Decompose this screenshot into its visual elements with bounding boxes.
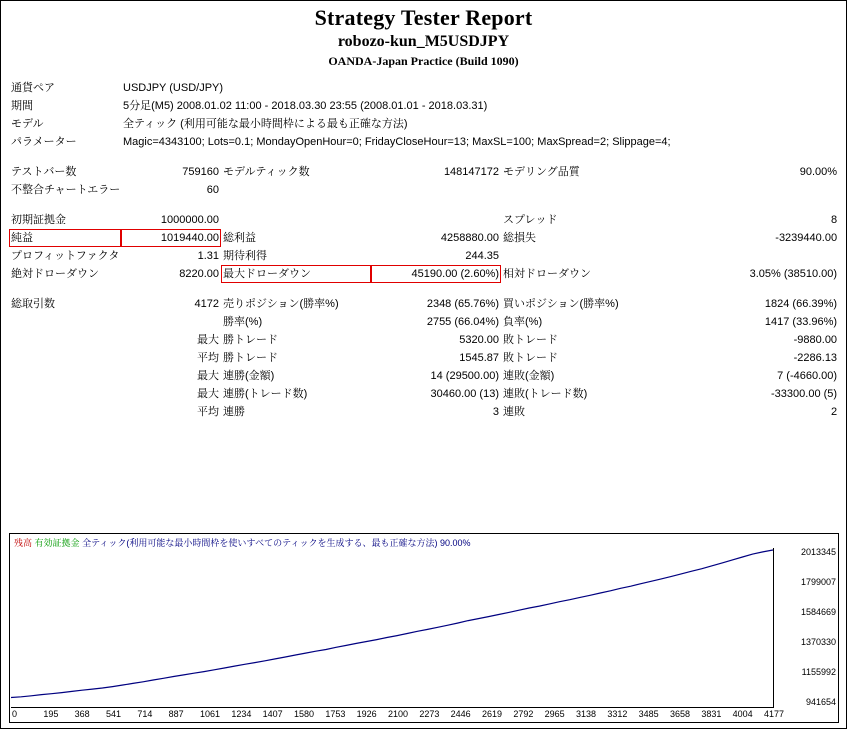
chart-x-tick: 3485: [638, 709, 659, 719]
average-loss-trade-value: -2286.13: [793, 352, 838, 364]
chart-x-tick: 4177: [764, 709, 785, 719]
modeling-quality-label: モデリング品質: [503, 166, 580, 178]
chart-x-tick: 541: [106, 709, 122, 719]
initial-deposit-value: 1000000.00: [160, 214, 219, 226]
table-row: [9, 385, 839, 403]
average-consecutive-losses-label: 連敗: [503, 406, 525, 418]
chart-x-tick: 3312: [607, 709, 628, 719]
chart-x-tick: 2619: [482, 709, 503, 719]
maximal-drawdown-value: 45190.00 (2.60%): [371, 265, 501, 283]
largest-loss-trade-label: 敗トレード: [503, 334, 558, 346]
chart-x-tick: 1407: [262, 709, 283, 719]
average-profit-trade-value: 1545.87: [459, 352, 499, 364]
average-consecutive-wins-value: 3: [492, 406, 499, 418]
chart-x-tick: 368: [74, 709, 90, 719]
table-row: [9, 331, 839, 349]
report-subtitle: robozo-kun_M5USDJPY: [337, 33, 510, 50]
total-trades-value: 4172: [194, 298, 219, 310]
loss-trades-label: 負率(%): [503, 316, 543, 328]
report-header: [1, 1, 846, 69]
maximal-drawdown-label: 最大ドローダウン: [221, 265, 371, 283]
largest-profit-trade-value: 5320.00: [459, 334, 499, 346]
legend-note: 全ティック(利用可能な最小時間枠を使いすべてのティックを生成する、最も正確な方法): [82, 538, 438, 548]
legend-equity: 有効証拠金: [34, 538, 80, 548]
average-loss-trade-label: 敗トレード: [503, 352, 558, 364]
largest-profit-trade-label: 勝トレード: [223, 334, 278, 346]
loss-trades-value: 1417 (33.96%): [764, 316, 838, 328]
relative-drawdown-label: 相対ドローダウン: [503, 268, 591, 280]
max-consecutive-losses-value: 7 (-4660.00): [777, 370, 838, 382]
chart-x-tick: 2965: [544, 709, 565, 719]
largest-label: 最大: [197, 334, 219, 346]
parameters-value: Magic=4343100; Lots=0.1; MondayOpenHour=0; FridayCloseHour=13; MaxSL=100; MaxSpread=2; Slippage=4;: [123, 136, 671, 148]
table-row: [9, 295, 839, 313]
chart-y-tick: 1584669: [800, 607, 836, 617]
chart-y-tick: 941654: [805, 697, 836, 707]
table-row: [9, 181, 839, 199]
chart-y-tick: 1799007: [800, 577, 836, 587]
modeling-quality-value: 90.00%: [799, 166, 838, 178]
max-consecutive-wins-label: 連勝(金額): [223, 370, 275, 382]
chart-x-tick: 0: [12, 709, 18, 719]
symbol-label: 通貨ペア: [11, 82, 55, 94]
table-row: [9, 163, 839, 181]
chart-x-tick: 3138: [576, 709, 597, 719]
table-row: [9, 97, 839, 115]
profit-trades-value: 2755 (66.04%): [426, 316, 499, 328]
max-consecutive-profit-label: 連勝(トレード数): [223, 388, 308, 400]
chart-x-tick: 1061: [200, 709, 221, 719]
average-profit-trade-label: 勝トレード: [223, 352, 278, 364]
chart-x-tick: 714: [137, 709, 153, 719]
profit-trades-label: 勝率(%): [223, 316, 263, 328]
profit-factor-label: プロフィットファクタ: [11, 250, 120, 262]
gross-profit-value: 4258880.00: [440, 232, 499, 244]
net-profit-value: 1019440.00: [121, 229, 221, 247]
table-row: [9, 79, 839, 97]
short-positions-label: 売りポジション(勝率%): [223, 298, 339, 310]
chart-x-tick: 2446: [450, 709, 471, 719]
table-row: [9, 115, 839, 133]
short-positions-value: 2348 (65.76%): [426, 298, 499, 310]
chart-y-axis-labels: [774, 548, 836, 710]
absolute-drawdown-value: 8220.00: [179, 268, 219, 280]
chart-x-tick: 1753: [325, 709, 346, 719]
average-consecutive-losses-value: 2: [830, 406, 838, 418]
model-ticks-value: 148147172: [443, 166, 499, 178]
expected-payoff-value: 244.35: [465, 250, 499, 262]
report-build-info: OANDA-Japan Practice (Build 1090): [328, 54, 519, 68]
chart-x-tick: 195: [43, 709, 59, 719]
max-consecutive-wins-value: 14 (29500.00): [430, 370, 499, 382]
net-profit-label: 純益: [9, 229, 121, 247]
table-row: [9, 229, 839, 247]
report-table: [9, 79, 839, 421]
chart-x-axis-labels: [10, 707, 838, 721]
table-row: [9, 265, 839, 283]
chart-x-tick: 1926: [356, 709, 377, 719]
table-row: [9, 367, 839, 385]
max-consecutive-label: 最大: [197, 370, 219, 382]
table-row: [9, 349, 839, 367]
model-ticks-label: モデルティック数: [223, 166, 310, 178]
page-title: Strategy Tester Report: [314, 5, 533, 30]
mismatched-errors-label: 不整合チャートエラー: [11, 184, 121, 196]
max-consecutive-losses-label: 連敗(金額): [503, 370, 555, 382]
chart-x-tick: 2100: [388, 709, 409, 719]
initial-deposit-label: 初期証拠金: [11, 214, 66, 226]
gross-profit-label: 総利益: [223, 232, 256, 244]
table-row: [9, 133, 839, 151]
long-positions-value: 1824 (66.39%): [764, 298, 838, 310]
average-label: 平均: [197, 352, 219, 364]
model-value: 全ティック (利用可能な最小時間枠による最も正確な方法): [123, 118, 408, 130]
expected-payoff-label: 期待利得: [223, 250, 267, 262]
symbol-value: USDJPY (USD/JPY): [123, 82, 224, 94]
legend-balance: 残高: [14, 538, 33, 548]
chart-x-tick: 4004: [732, 709, 753, 719]
relative-drawdown-value: 3.05% (38510.00): [749, 268, 838, 280]
max-consecutive-loss-amount-label: 連敗(トレード数): [503, 388, 588, 400]
chart-x-tick: 2792: [513, 709, 534, 719]
total-trades-label: 総取引数: [11, 298, 55, 310]
test-bars-label: テストバー数: [11, 166, 77, 178]
balance-chart: [9, 533, 839, 723]
legend-quality: 90.00%: [439, 538, 471, 548]
period-label: 期間: [11, 100, 33, 112]
max-consecutive-profit-value: 30460.00 (13): [430, 388, 499, 400]
spread-value: 8: [830, 214, 838, 226]
chart-x-tick: 887: [168, 709, 184, 719]
chart-x-tick: 1580: [294, 709, 315, 719]
absolute-drawdown-label: 絶対ドローダウン: [11, 268, 99, 280]
max-consecutive-loss-amount-value: -33300.00 (5): [771, 388, 838, 400]
gross-loss-value: -3239440.00: [775, 232, 838, 244]
table-row: [9, 403, 839, 421]
mismatched-errors-value: 60: [206, 184, 219, 196]
period-value: 5分足(M5) 2008.01.02 11:00 - 2018.03.30 23:55 (2008.01.01 - 2018.03.31): [123, 100, 488, 112]
chart-plot-area: [11, 548, 773, 708]
model-label: モデル: [11, 118, 44, 130]
chart-y-tick: 1370330: [800, 637, 836, 647]
chart-y-tick: 1155992: [801, 667, 836, 677]
max-consecutive-amount-label: 最大: [197, 388, 219, 400]
gross-loss-label: 総損失: [503, 232, 536, 244]
average-consecutive-label: 平均: [197, 406, 219, 418]
long-positions-label: 買いポジション(勝率%): [503, 298, 619, 310]
chart-x-tick: 3658: [670, 709, 691, 719]
chart-x-tick: 2273: [419, 709, 440, 719]
largest-loss-trade-value: -9880.00: [793, 334, 838, 346]
spread-label: スプレッド: [503, 214, 558, 226]
table-row: [9, 247, 839, 265]
profit-factor-value: 1.31: [197, 250, 219, 262]
table-row: [9, 211, 839, 229]
average-consecutive-wins-label: 連勝: [223, 406, 245, 418]
table-row: [9, 313, 839, 331]
test-bars-value: 759160: [182, 166, 219, 178]
chart-x-tick: 1234: [231, 709, 252, 719]
chart-x-tick: 3831: [701, 709, 722, 719]
chart-y-tick: 2013345: [800, 547, 836, 557]
parameters-label: パラメーター: [11, 136, 77, 148]
